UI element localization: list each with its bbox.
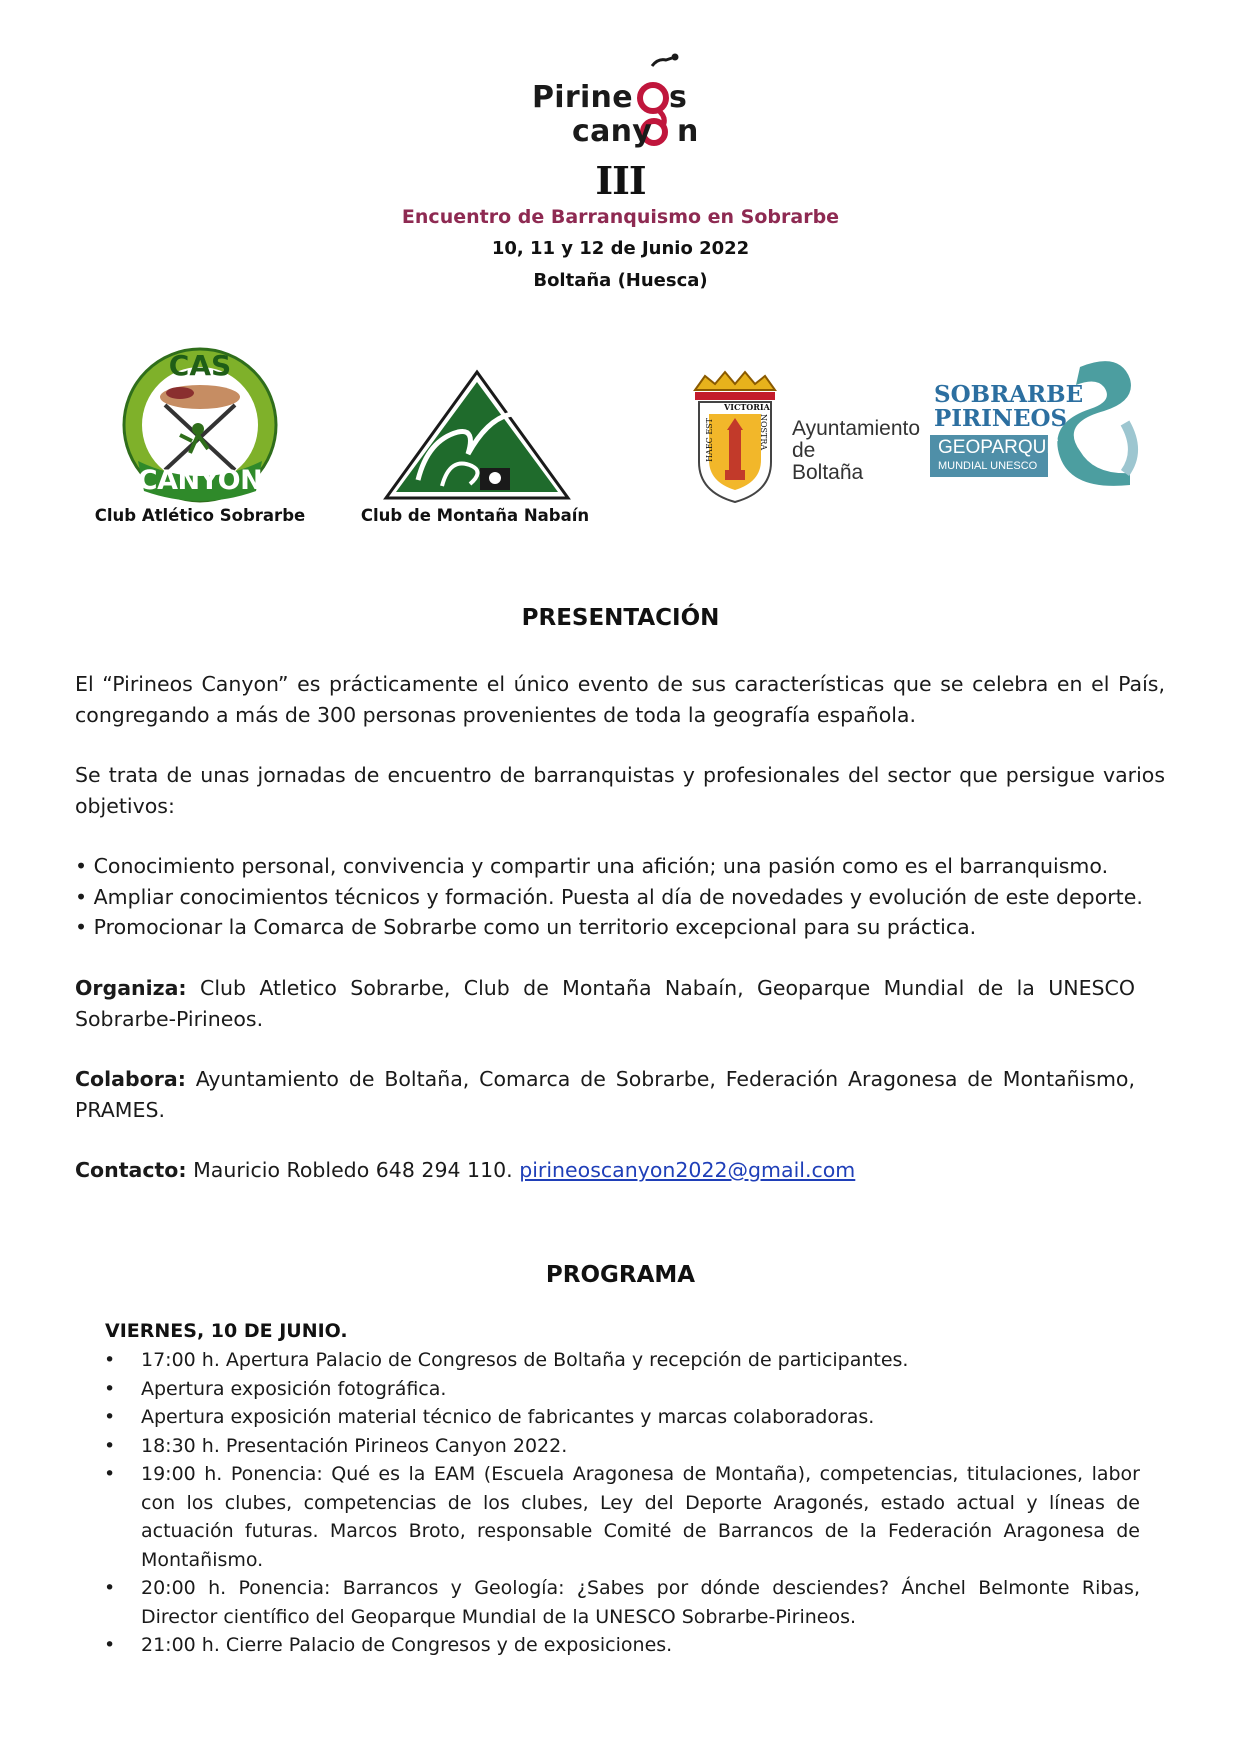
programa-day-heading: VIERNES, 10 DE JUNIO. (105, 1320, 348, 1342)
brand-line2-end: n (677, 114, 699, 149)
canyon-label: CANYON (137, 465, 263, 496)
nabain-triangle-emblem (382, 368, 572, 502)
ayuntamiento-line2: de (792, 439, 816, 462)
pirineos-canyon-logo (520, 52, 720, 152)
arms-right-text: NOSTRA (759, 414, 768, 451)
presentacion-paragraph-2: Se trata de unas jornadas de encuentro de barranquistas y profesionales del sector que persigue varios objetivos: (75, 763, 1165, 818)
contacto-label: Contacto: (75, 1158, 187, 1182)
contacto-text: Mauricio Robledo 648 294 110. (186, 1158, 520, 1182)
colabora-text: Ayuntamiento de Boltaña, Comarca de Sobrarbe, Federación Aragonesa de Montañismo, PRAMES. (75, 1067, 1135, 1122)
ayuntamiento-line3: Boltaña (792, 461, 864, 484)
caption-club-montana-nabain: Club de Montaña Nabaín (360, 506, 590, 525)
organiza-text: Club Atletico Sobrarbe, Club de Montaña Nabaín, Geoparque Mundial de la UNESCO Sobrarbe-Pirineos. (75, 976, 1135, 1031)
geoparque-line2: PIRINEOS (934, 405, 1068, 432)
programa-item: • 20:00 h. Ponencia: Barrancos y Geología: ¿Sabes por dónde desciendes? Ánchel Belmonte Ribas, Director científico del Geoparque Mundial de la UNESCO Sobrarbe-Pirineos. (100, 1574, 1140, 1631)
ayuntamiento-wordmark (792, 418, 920, 484)
colabora-paragraph (75, 1064, 1135, 1126)
edition-number: III (595, 158, 646, 203)
geoparque-line1: SOBRARBE (934, 381, 1084, 408)
brand-line1: Pirine (532, 80, 633, 115)
organiza-paragraph (75, 973, 1135, 1035)
objetivos-list (75, 851, 1175, 943)
brand-line2: cany (572, 114, 653, 149)
arms-left-text: HAEC EST (705, 418, 714, 462)
presentacion-title: PRESENTACIÓN (521, 605, 720, 631)
objetivo-item: • Conocimiento personal, convivencia y compartir una afición; una pasión como es el barranquismo. (75, 854, 1109, 878)
programa-item: • 21:00 h. Cierre Palacio de Congresos y de exposiciones. (100, 1631, 1140, 1660)
programa-item: • 18:30 h. Presentación Pirineos Canyon 2022. (100, 1432, 1140, 1461)
colabora-label: Colabora: (75, 1067, 186, 1091)
presentacion-paragraph-1: El “Pirineos Canyon” es prácticamente el único evento de sus características que se celebra en el País, congregando a más de 300 personas provenientes de toda la geografía española. (75, 672, 1165, 727)
programa-item: • Apertura exposición fotográfica. (100, 1375, 1140, 1404)
nabain-logo (382, 368, 572, 502)
contacto-email-link[interactable]: pirineoscanyon2022@gmail.com (519, 1158, 856, 1182)
cas-label: CAS (168, 349, 232, 382)
geoparque-line3: GEOPARQUE (938, 437, 1060, 458)
event-place: Boltaña (Huesca) (533, 270, 708, 291)
programa-title: PROGRAMA (545, 1262, 696, 1288)
cas-canyon-logo (120, 345, 280, 505)
arms-banner: VICTORIA (724, 402, 770, 412)
programa-list (100, 1346, 1140, 1660)
objetivo-item: • Promocionar la Comarca de Sobrarbe como un territorio excepcional para su práctica. (75, 915, 977, 939)
geoparque-sobrarbe-logo (930, 353, 1145, 488)
geoparque-line4: MUNDIAL UNESCO (938, 460, 1038, 472)
event-subtitle: Encuentro de Barranquismo en Sobrarbe (401, 206, 840, 228)
brand-line1-end: s (669, 80, 688, 115)
objetivo-item: • Ampliar conocimientos técnicos y formación. Puesta al día de novedades y evolución de este deporte. (75, 884, 1143, 909)
programa-item: • 19:00 h. Ponencia: Qué es la EAM (Escuela Aragonesa de Montaña), competencias, titulaciones, labor con los clubes, competencias de los clubes, Ley del Deporte Aragonés, estado actual y líneas de actuación futuras. Marcos Broto, responsable Comité de Barrancos de la Federación Aragonesa de Montañismo. (100, 1460, 1140, 1574)
ayuntamiento-line1: Ayuntamiento (792, 417, 921, 440)
programa-item: • 17:00 h. Apertura Palacio de Congresos de Boltaña y recepción de participantes. (100, 1346, 1140, 1375)
caption-club-atletico-sobrarbe: Club Atlético Sobrarbe (94, 506, 306, 525)
contacto-paragraph (75, 1155, 1165, 1186)
programa-item: • Apertura exposición material técnico de fabricantes y marcas colaboradoras. (100, 1403, 1140, 1432)
organiza-label: Organiza: (75, 976, 187, 1000)
ayuntamiento-boltana-logo (685, 370, 921, 506)
event-dates: 10, 11 y 12 de Junio 2022 (491, 238, 750, 259)
boltana-coat-of-arms (685, 370, 785, 506)
